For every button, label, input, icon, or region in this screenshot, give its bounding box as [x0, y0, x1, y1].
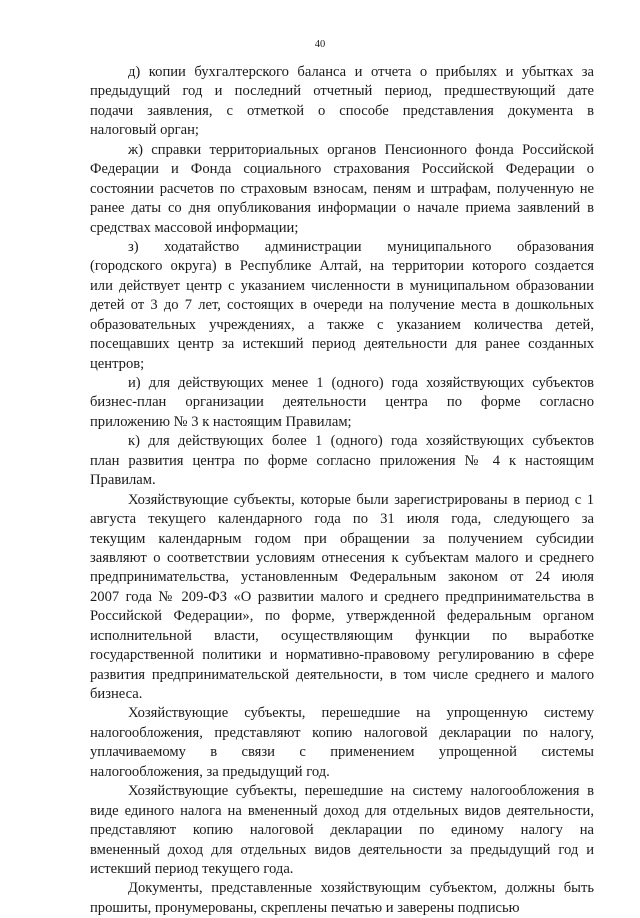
text-line: вмененный доход для отдельных видов деятельности за предыдущий год и	[90, 841, 594, 858]
text-line: состоянии расчетов по страховым взносам, пеням и штрафам, полученную не	[90, 180, 594, 197]
text-line: предыдущий год и последний отчетный период, предшествующий дате	[90, 83, 594, 100]
text-line: представляют копию налоговой декларации по единому налогу на	[90, 822, 594, 839]
text-line: или действует центр с указанием численности в муниципальном образовании	[90, 277, 594, 294]
text-line: ж) справки территориальных органов Пенсионного фонда Российской	[128, 141, 594, 158]
text-line: текущим календарным годом при обращении за получением субсидии	[90, 530, 594, 547]
text-line: к) для действующих более 1 (одного) года хозяйствующих субъектов	[128, 433, 594, 450]
paragraph	[90, 782, 594, 879]
text-line: посещавших центр за истекший период деятельности для ранее созданных	[90, 336, 594, 353]
text-line: план развития центра по форме согласно приложения № 4 к настоящим	[90, 452, 594, 469]
text-line: (городского округа) в Республике Алтай, на территории которого создается	[90, 258, 594, 275]
text-line: Документы, представленные хозяйствующим субъектом, должны быть	[128, 880, 594, 897]
paragraph	[90, 374, 594, 432]
text-line: налоговый орган;	[90, 122, 199, 139]
text-line: предпринимательства, установленным Федеральным законом от 24 июля	[90, 569, 594, 586]
paragraph	[90, 704, 594, 782]
paragraph	[90, 141, 594, 238]
paragraph	[90, 63, 594, 141]
text-line: образовательных учреждениях, а также с указанием количества детей,	[90, 316, 594, 333]
text-line: з) ходатайство администрации муниципального образования	[128, 238, 594, 255]
text-line: Федерации и Фонда социального страхования Российской Федерации о	[90, 161, 594, 178]
text-line: д) копии бухгалтерского баланса и отчета о прибылях и убытках за	[128, 64, 594, 80]
text-line: ранее даты со дня опубликования информации о начале приема заявлений в	[90, 200, 594, 217]
text-line: и) для действующих менее 1 (одного) года хозяйствующих субъектов	[128, 375, 594, 391]
text-line: Хозяйствующие субъекты, перешедшие на систему налогообложения в	[128, 783, 594, 800]
text-line: центров;	[90, 355, 145, 372]
text-line: 2007 года № 209-ФЗ «О развитии малого и среднего предпринимательства в	[90, 588, 594, 605]
paragraph	[90, 238, 594, 374]
text-line: развития предпринимательской деятельности, в том числе среднего и малого	[90, 666, 594, 683]
text-line: подачи заявления, с отметкой о способе представления документа в	[90, 102, 594, 119]
text-line: Хозяйствующие субъекты, которые были зарегистрированы в период с 1	[128, 491, 594, 508]
text-line: заявляют о соответствии условиям отнесения к субъектам малого и среднего	[90, 549, 594, 566]
paragraph	[90, 879, 594, 918]
text-line: Хозяйствующие субъекты, перешедшие на упрощенную систему	[128, 705, 594, 722]
paragraph	[90, 491, 594, 705]
text-line: прошиты, пронумерованы, скреплены печатью и заверены подписью	[90, 899, 520, 916]
text-line: истекший период текущего года.	[90, 860, 294, 877]
paragraph	[90, 432, 594, 490]
text-line: уплачиваемому в связи с применением упрощенной системы	[90, 744, 594, 761]
text-line: бизнес-план организации деятельности центра по форме согласно	[90, 394, 594, 411]
text-line: детей от 3 до 7 лет, состоящих в очереди на получение места в дошкольных	[90, 297, 594, 314]
text-line: средствах массовой информации;	[90, 219, 299, 236]
text-line: государственной политики и нормативно-правовому регулированию в сфере	[90, 647, 594, 664]
page-number: 40	[314, 39, 326, 50]
text-line: налогообложения, представляют копию налоговой декларации по налогу,	[90, 724, 594, 741]
document-body	[90, 63, 594, 918]
text-line: виде единого налога на вмененный доход для отдельных видов деятельности,	[90, 802, 594, 819]
text-line: Правилам.	[90, 472, 156, 489]
text-line: приложению № 3 к настоящим Правилам;	[90, 413, 352, 430]
text-line: налогообложения, за предыдущий год.	[90, 763, 330, 780]
text-line: бизнеса.	[90, 686, 143, 702]
text-line: исполнительной власти, осуществляющим функции по выработке	[90, 627, 594, 644]
text-line: августа текущего календарного года по 31 июля года, следующего за	[90, 511, 594, 528]
text-line: Российской Федерации», по форме, утвержденной федеральным органом	[90, 608, 594, 625]
